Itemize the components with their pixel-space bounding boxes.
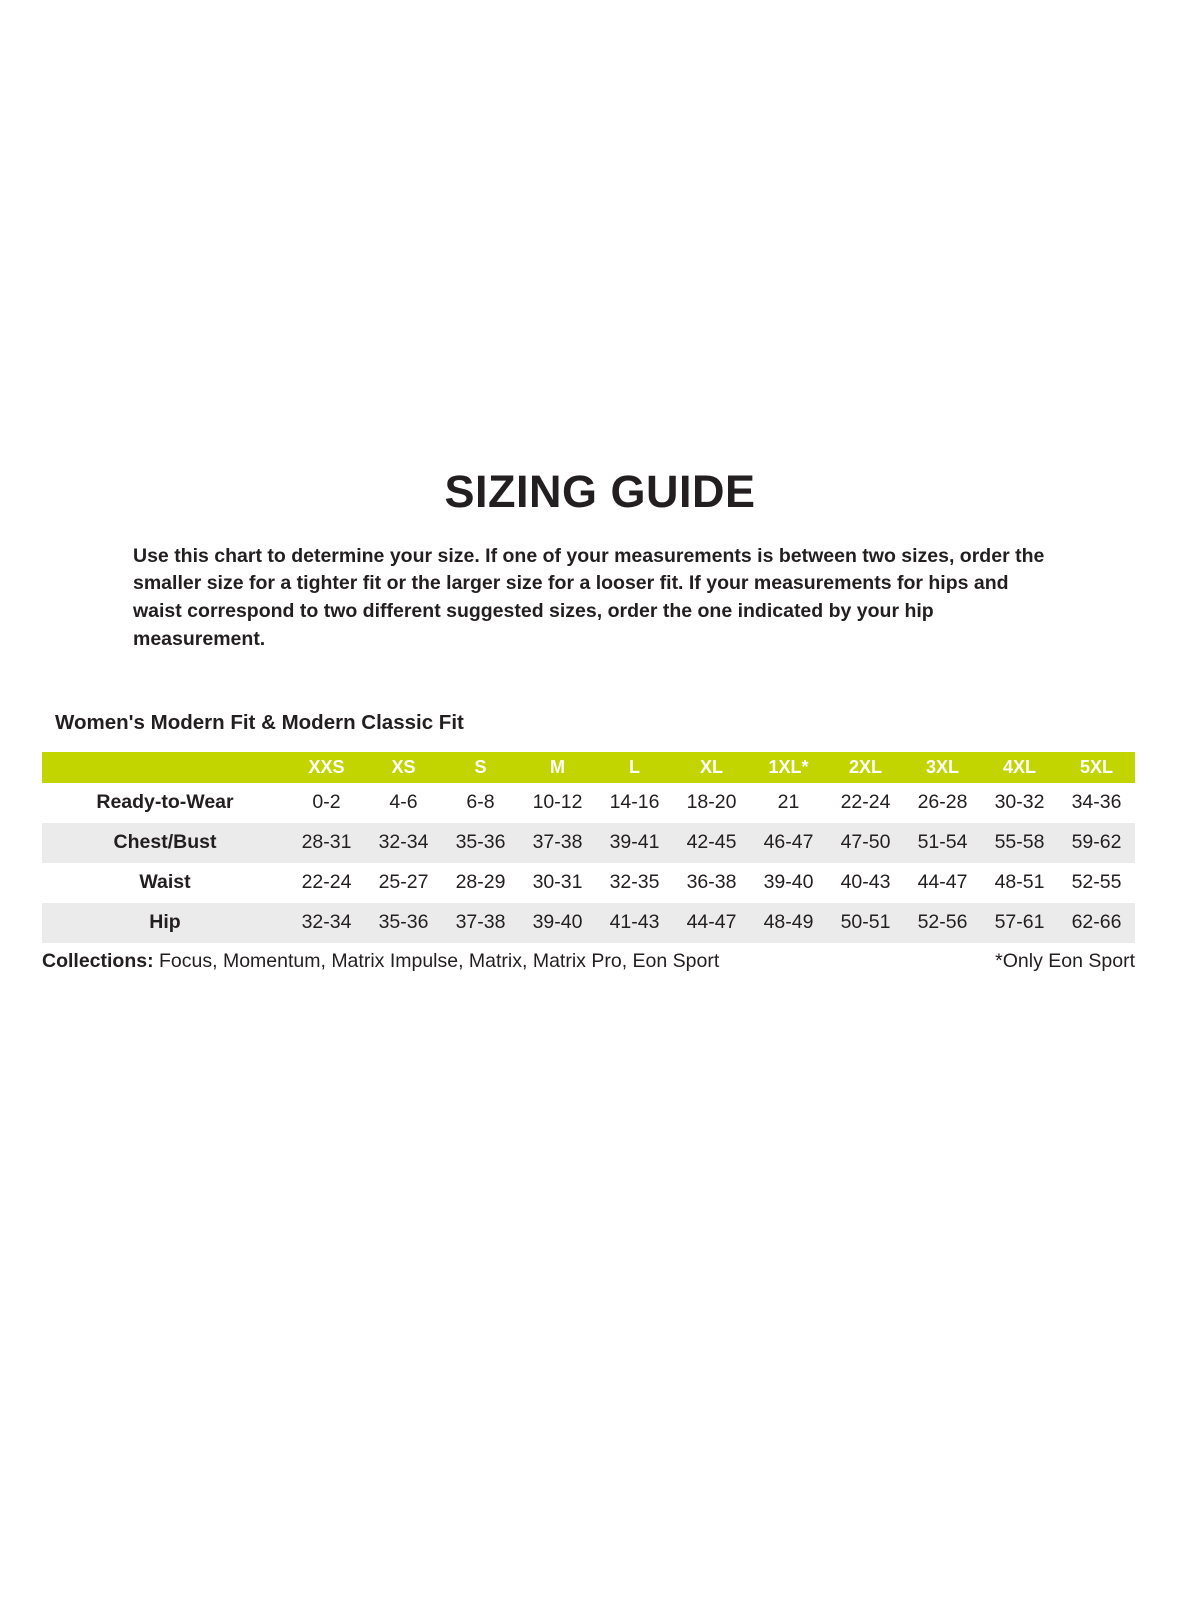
size-cell: 10-12: [532, 791, 583, 813]
asterisk-note: *Only Eon Sport: [995, 949, 1135, 972]
row-label: Waist: [139, 871, 191, 893]
header-cell-size: XL: [673, 752, 750, 783]
size-cell: 30-32: [994, 791, 1045, 813]
header-cell-size: M: [519, 752, 596, 783]
section-heading: Women's Modern Fit & Modern Classic Fit: [55, 710, 464, 734]
footer-row: [42, 950, 1135, 973]
header-cell-size: L: [596, 752, 673, 783]
intro-paragraph: Use this chart to determine your size. If one of your measurements is between two sizes, order the smaller size for a tighter fit or the larger size for a looser fit. If your measurements for hips and waist correspond to two different suggested sizes, order the one indicated by your hip measurement.: [133, 544, 1045, 650]
size-cell: 51-54: [917, 831, 968, 853]
size-cell: 21: [777, 791, 800, 813]
size-cell: 32-34: [301, 911, 352, 933]
size-cell: 36-38: [686, 871, 737, 893]
table-header: [42, 752, 1135, 783]
size-cell: 0-2: [312, 791, 341, 813]
table-row: [42, 783, 1135, 823]
collections-label: Collections:: [42, 949, 154, 972]
size-cell: 52-56: [917, 911, 968, 933]
size-cell: 55-58: [994, 831, 1045, 853]
page-title: SIZING GUIDE: [444, 466, 756, 517]
size-cell: 37-38: [455, 911, 506, 933]
header-cell-size: XXS: [288, 752, 365, 783]
size-cell: 57-61: [994, 911, 1045, 933]
size-cell: 35-36: [378, 911, 429, 933]
size-cell: 50-51: [840, 911, 891, 933]
size-cell: 28-29: [455, 871, 506, 893]
header-cell-size: 1XL*: [750, 752, 827, 783]
size-cell: 52-55: [1071, 871, 1122, 893]
size-cell: 4-6: [389, 791, 418, 813]
size-cell: 26-28: [917, 791, 968, 813]
size-cell: 25-27: [378, 871, 429, 893]
sizing-table: [42, 752, 1135, 943]
size-cell: 39-40: [532, 911, 583, 933]
table-row: [42, 863, 1135, 903]
collections-list: Focus, Momentum, Matrix Impulse, Matrix, Matrix Pro, Eon Sport: [159, 949, 720, 972]
size-cell: 41-43: [609, 911, 660, 933]
collections-note: [42, 950, 719, 973]
size-cell: 48-51: [994, 871, 1045, 893]
size-cell: 18-20: [686, 791, 737, 813]
header-cell-size: XS: [365, 752, 442, 783]
size-cell: 62-66: [1071, 911, 1122, 933]
size-cell: 46-47: [763, 831, 814, 853]
size-cell: 34-36: [1071, 791, 1122, 813]
size-cell: 39-41: [609, 831, 660, 853]
size-cell: 14-16: [609, 791, 660, 813]
size-cell: 44-47: [917, 871, 968, 893]
size-cell: 44-47: [686, 911, 737, 933]
size-cell: 40-43: [840, 871, 891, 893]
size-cell: 37-38: [532, 831, 583, 853]
header-cell-size: 5XL: [1058, 752, 1135, 783]
size-cell: 42-45: [686, 831, 737, 853]
header-row: [42, 752, 1135, 783]
size-cell: 32-34: [378, 831, 429, 853]
header-cell-size: 3XL: [904, 752, 981, 783]
size-cell: 30-31: [532, 871, 583, 893]
size-cell: 48-49: [763, 911, 814, 933]
size-cell: 59-62: [1071, 831, 1122, 853]
size-cell: 39-40: [763, 871, 814, 893]
table-row: [42, 823, 1135, 863]
header-cell-size: 2XL: [827, 752, 904, 783]
row-label: Chest/Bust: [113, 831, 217, 853]
size-cell: 22-24: [840, 791, 891, 813]
header-cell-size: 4XL: [981, 752, 1058, 783]
row-label: Ready-to-Wear: [96, 791, 234, 813]
table-row: [42, 903, 1135, 943]
header-cell-empty: [42, 752, 288, 783]
size-cell: 35-36: [455, 831, 506, 853]
size-cell: 28-31: [301, 831, 352, 853]
size-cell: 32-35: [609, 871, 660, 893]
header-cell-size: S: [442, 752, 519, 783]
size-cell: 47-50: [840, 831, 891, 853]
size-cell: 6-8: [466, 791, 495, 813]
row-label: Hip: [149, 911, 181, 933]
table-body: [42, 783, 1135, 943]
size-cell: 22-24: [301, 871, 352, 893]
